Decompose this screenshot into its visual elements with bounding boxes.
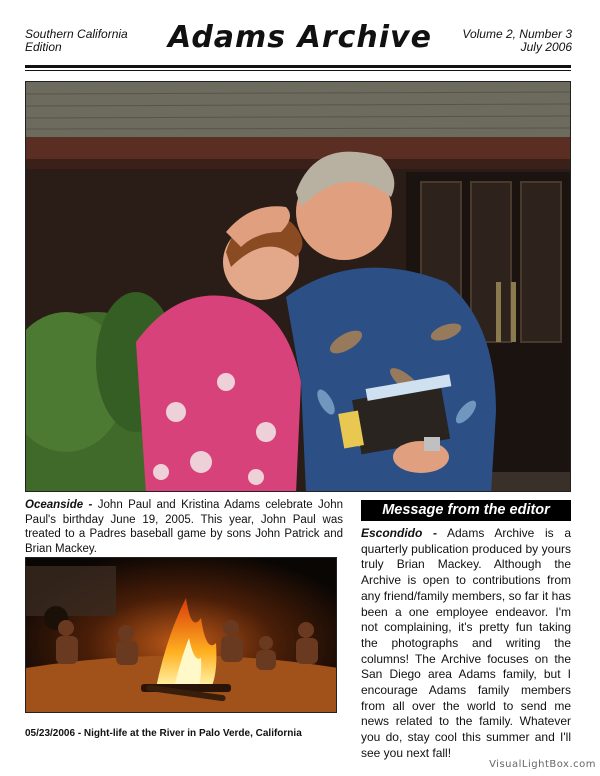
edition-line-2: Edition — [25, 40, 62, 54]
campfire-photo — [25, 557, 337, 713]
caption-place: Oceanside - — [25, 499, 93, 511]
header-rule-thick — [25, 65, 571, 68]
editor-text: Adams Archive is a quarterly publication produced by yours truly Brian Mackey. Although the Archive is open to contributions from any friend/family members, so far it has been a one employee endeavor. I'm not complaining, it's pretty fun taking the photographs and writing the columns! The Archive focuses on the San Diego area Adams family, but I encourage Adams family members from all over the world to send me news related to the family. Whatever you do, stay cool this summer and I'll see you next fall! — [361, 526, 572, 760]
editor-place: Escondido - — [361, 526, 437, 540]
edition-line-1: Southern California — [25, 27, 128, 41]
masthead-title: Adams Archive — [168, 20, 432, 55]
editor-heading: Message from the editor — [361, 500, 571, 521]
issue-date: July 2006 — [520, 40, 572, 54]
editor-message — [361, 526, 571, 762]
volume-number: Volume 2, Number 3 — [462, 27, 572, 41]
main-photo-caption — [25, 498, 343, 556]
header-rule-thin — [25, 70, 571, 71]
campfire-caption: 05/23/2006 - Night-life at the River in Palo Verde, California — [25, 728, 302, 739]
issue-info — [462, 28, 572, 54]
caption-text: John Paul and Kristina Adams celebrate John Paul's birthday June 19, 2005. This year, John Paul was treated to a Padres baseball game by sons John Patrick and Brian Mackey. — [25, 499, 343, 555]
watermark-text: VisualLightBox.com — [489, 759, 596, 770]
main-photo — [25, 81, 571, 492]
